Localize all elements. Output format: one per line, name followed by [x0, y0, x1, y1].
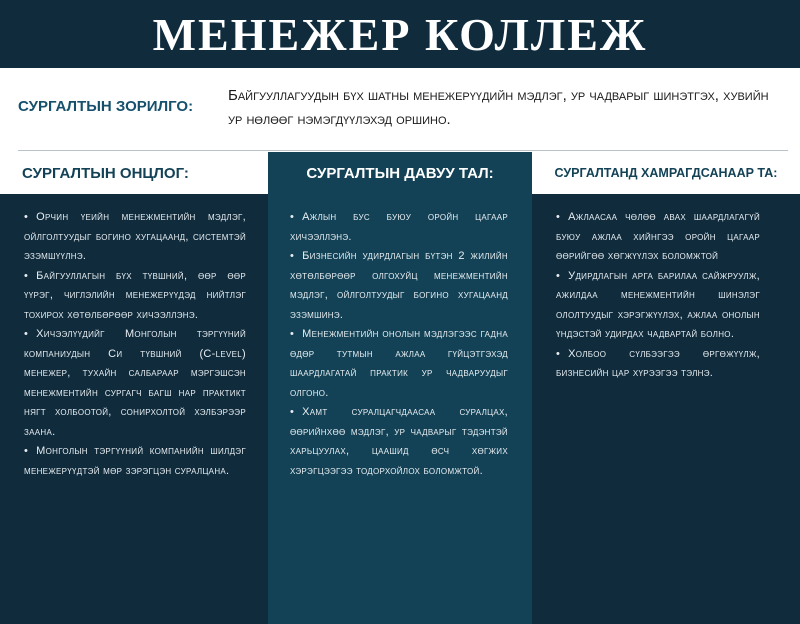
header-banner: [0, 0, 800, 68]
bullet-icon: •: [24, 269, 29, 282]
bullet-icon: •: [290, 211, 295, 223]
bullet-icon: •: [24, 328, 29, 340]
bullet-icon: •: [290, 328, 295, 340]
bullet-icon: •: [24, 211, 29, 223]
bullet-icon: •: [556, 269, 561, 282]
goal-text: Байгууллагуудын бүх шатны менежерүүдийн мэдлэг, ур чадварыг шинэтгэх, хувийн ур нөлөөг нэмэгдүүлэхэд оршино.: [228, 87, 769, 128]
bullet-icon: •: [556, 347, 561, 360]
page-title: МЕНЕЖЕР КОЛЛЕЖ: [152, 8, 648, 60]
list-item: • Ажлаасаа чөлөө авах шаардлагагүй буюу ажлаа хийнгээ оройн цагаар өөрийгөө хөгжүүлэх боломжтой: [556, 211, 760, 262]
column-heading-benefits: СУРГАЛТАНД ХАМРАГДСАНААР ТА:: [554, 166, 778, 180]
list-item: • Бизнесийн удирдлагын бүтэн 2 жилийн хөтөлбөрөөр олгохуйц менежментийн мэдлэг, ойлголтуудыг богино хугацаанд эзэмшинэ.: [290, 250, 508, 321]
features-column: [0, 194, 268, 624]
bullet-icon: •: [290, 250, 295, 262]
list-item: • Байгууллагын бүх түвшний, өөр өөр үүрэг, чиглэлийн менежерүүдэд нийтлэг тохирох хөтөлбөрөөр хичээллэнэ.: [24, 269, 246, 321]
goal-label: СУРГАЛТЫН ЗОРИЛГО:: [18, 98, 194, 115]
list-item: • Холбоо сүлбээгээ өргөжүүлж, бизнесийн цар хүрээгээ тэлнэ.: [556, 347, 760, 379]
bullet-icon: •: [556, 211, 561, 223]
column-heading-features: СУРГАЛТЫН ОНЦЛОГ:: [22, 164, 189, 182]
advantages-column: [268, 194, 532, 624]
column-heading-advantages: СУРГАЛТЫН ДАВУУ ТАЛ:: [268, 152, 532, 194]
list-item: • Орчин үеийн менежментийн мэдлэг, ойлголтуудыг богино хугацаанд, системтэй эзэмшүүлнэ.: [24, 211, 246, 262]
list-item: • Удирдлагын арга барилаа сайжруулж, ажилдаа менежментийн шинэлэг ололтуудыг хэрэгжүүлэх, ажлаа онолын үндэстэй удирдах чадвартай болно.: [556, 269, 760, 340]
bullet-icon: •: [290, 406, 295, 418]
benefits-column: [532, 194, 800, 624]
list-item: • Менежментийн онолын мэдлэгээс гадна өдөр тутмын ажлаа гүйцэтгэхэд шаардлагатай практик ур чадваруудыг олгоно.: [290, 328, 508, 399]
list-item: • Ажлын бус буюу оройн цагаар хичээллэнэ.: [290, 211, 508, 243]
bullet-icon: •: [24, 445, 29, 457]
list-item: • Хичээлүүдийг Монголын тэргүүний компаниудын Си түвшний (C-level) менежер, тухайн салбараар мэргэшсэн менежментийн сургагч багш нар практикт нягт холбоотой, сонирхолтой хэлбэрээр заана.: [24, 328, 246, 438]
divider: [18, 150, 788, 151]
list-item: • Монголын тэргүүний компанийн шилдэг менежерүүдтэй мөр зэрэгцэн суралцана.: [24, 445, 246, 477]
goal-section: [0, 68, 800, 150]
list-item: • Хамт суралцагчдаасаа суралцах, өөрийнхөө мэдлэг, ур чадварыг тэдэнтэй харьцуулах, цаашид өсч хөгжих хэрэгцээгээ тодорхойлох боломжтой.: [290, 406, 508, 477]
